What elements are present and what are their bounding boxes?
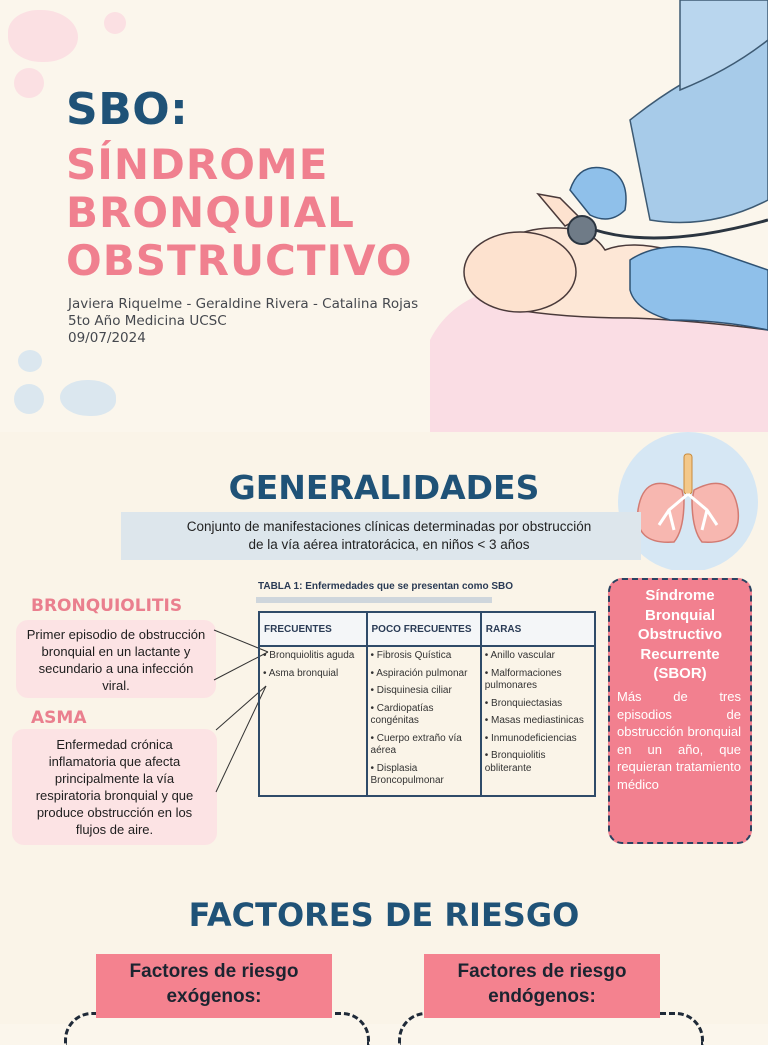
course: 5to Año Medicina UCSC bbox=[68, 313, 227, 329]
table-item: • Cuerpo extraño vía aérea bbox=[370, 732, 462, 756]
table-cell-frecuentes bbox=[259, 646, 367, 796]
table-item: • Aspiración pulmonar bbox=[370, 667, 468, 679]
factores-exogenos-label bbox=[96, 954, 332, 1018]
table-cell-raras bbox=[481, 646, 595, 796]
date: 09/07/2024 bbox=[68, 330, 146, 346]
table-item: • Bronquiolitis aguda bbox=[263, 650, 355, 661]
decor-blob bbox=[14, 384, 44, 414]
factores-endogenos-line: endógenos: bbox=[488, 986, 596, 1007]
decor-blob bbox=[104, 12, 126, 34]
bronquiolitis-text: Primer episodio de obstrucción bronquial en un lactante y secundario a una infección viral. bbox=[26, 627, 206, 693]
decor-blob bbox=[60, 380, 116, 416]
section-title-generalidades: GENERALIDADES bbox=[228, 468, 540, 507]
asma-title: ASMA bbox=[31, 708, 87, 728]
table-item: • Bronquiolitis obliterante bbox=[484, 750, 546, 774]
table-item: • Bronquiectasias bbox=[484, 697, 563, 709]
table-item: • Masas mediastinicas bbox=[484, 715, 584, 726]
table-item: • Asma bronquial bbox=[263, 667, 339, 679]
table-item: • Malformaciones pulmonares bbox=[484, 667, 562, 691]
bronquiolitis-title: BRONQUIOLITIS bbox=[31, 596, 183, 616]
sbor-title-line: Síndrome bbox=[645, 587, 715, 604]
section-title-factores: FACTORES DE RIESGO bbox=[188, 896, 580, 934]
title-line: SÍNDROME bbox=[66, 140, 329, 189]
decor-blob bbox=[14, 68, 44, 98]
sbor-title bbox=[610, 586, 750, 684]
table-item: • Displasia Broncopulmonar bbox=[370, 762, 444, 786]
bronquiolitis-card bbox=[16, 620, 216, 698]
decor-blob bbox=[8, 10, 78, 62]
definition-line: Conjunto de manifestaciones clínicas determinadas por obstrucción bbox=[186, 519, 592, 534]
table-cell-poco-frecuentes bbox=[367, 646, 481, 796]
sbor-title-line: Obstructivo bbox=[637, 626, 723, 643]
title-line: BRONQUIAL bbox=[66, 188, 355, 237]
decor-blob bbox=[18, 350, 42, 372]
table-item: • Fibrosis Quística bbox=[370, 650, 452, 661]
authors: Javiera Riquelme - Geraldine Rivera - Catalina Rojas bbox=[68, 296, 419, 312]
sbor-title-line: (SBOR) bbox=[653, 665, 707, 682]
sbor-title-line: Bronquial bbox=[645, 606, 715, 624]
table-header: FRECUENTES bbox=[259, 612, 367, 646]
table-caption: TABLA 1: Enfermedades que se presentan como SBO bbox=[258, 581, 514, 592]
definition-line: de la vía aérea intratorácica, en niños < 3 años bbox=[248, 537, 530, 552]
factores-exogenos-line: Factores de riesgo bbox=[129, 961, 299, 982]
asma-card bbox=[12, 729, 217, 845]
table-item: • Cardiopatías congénitas bbox=[370, 702, 434, 726]
caption-underline bbox=[256, 597, 492, 603]
table-item: • Disquinesia ciliar bbox=[370, 685, 452, 696]
table-item: • Anillo vascular bbox=[484, 650, 555, 661]
diseases-table bbox=[258, 611, 596, 797]
table-item: • Inmunodeficiencias bbox=[484, 732, 577, 744]
factores-endogenos-label bbox=[424, 954, 660, 1018]
factores-exogenos-line: exógenos: bbox=[166, 986, 262, 1007]
definition-text bbox=[121, 518, 657, 554]
table-header: RARAS bbox=[481, 612, 595, 646]
factores-endogenos-line: Factores de riesgo bbox=[457, 961, 627, 982]
baby-doctor-illustration bbox=[430, 0, 768, 432]
table-header: POCO FRECUENTES bbox=[367, 612, 481, 646]
diseases-table-figure bbox=[256, 579, 596, 819]
title-line: OBSTRUCTIVO bbox=[66, 236, 413, 285]
asma-text: Enfermedad crónica inflamatoria que afecta principalmente la vía respiratoria bronquial y que produce obstrucción en los flujos de aire. bbox=[35, 737, 194, 837]
sbor-description: Más de tres episodios de obstrucción bronquial en un año, que requieran tratamiento médico bbox=[617, 689, 741, 792]
sbor-title-line: Recurrente bbox=[640, 645, 720, 663]
title-acronym: SBO: bbox=[66, 84, 189, 135]
